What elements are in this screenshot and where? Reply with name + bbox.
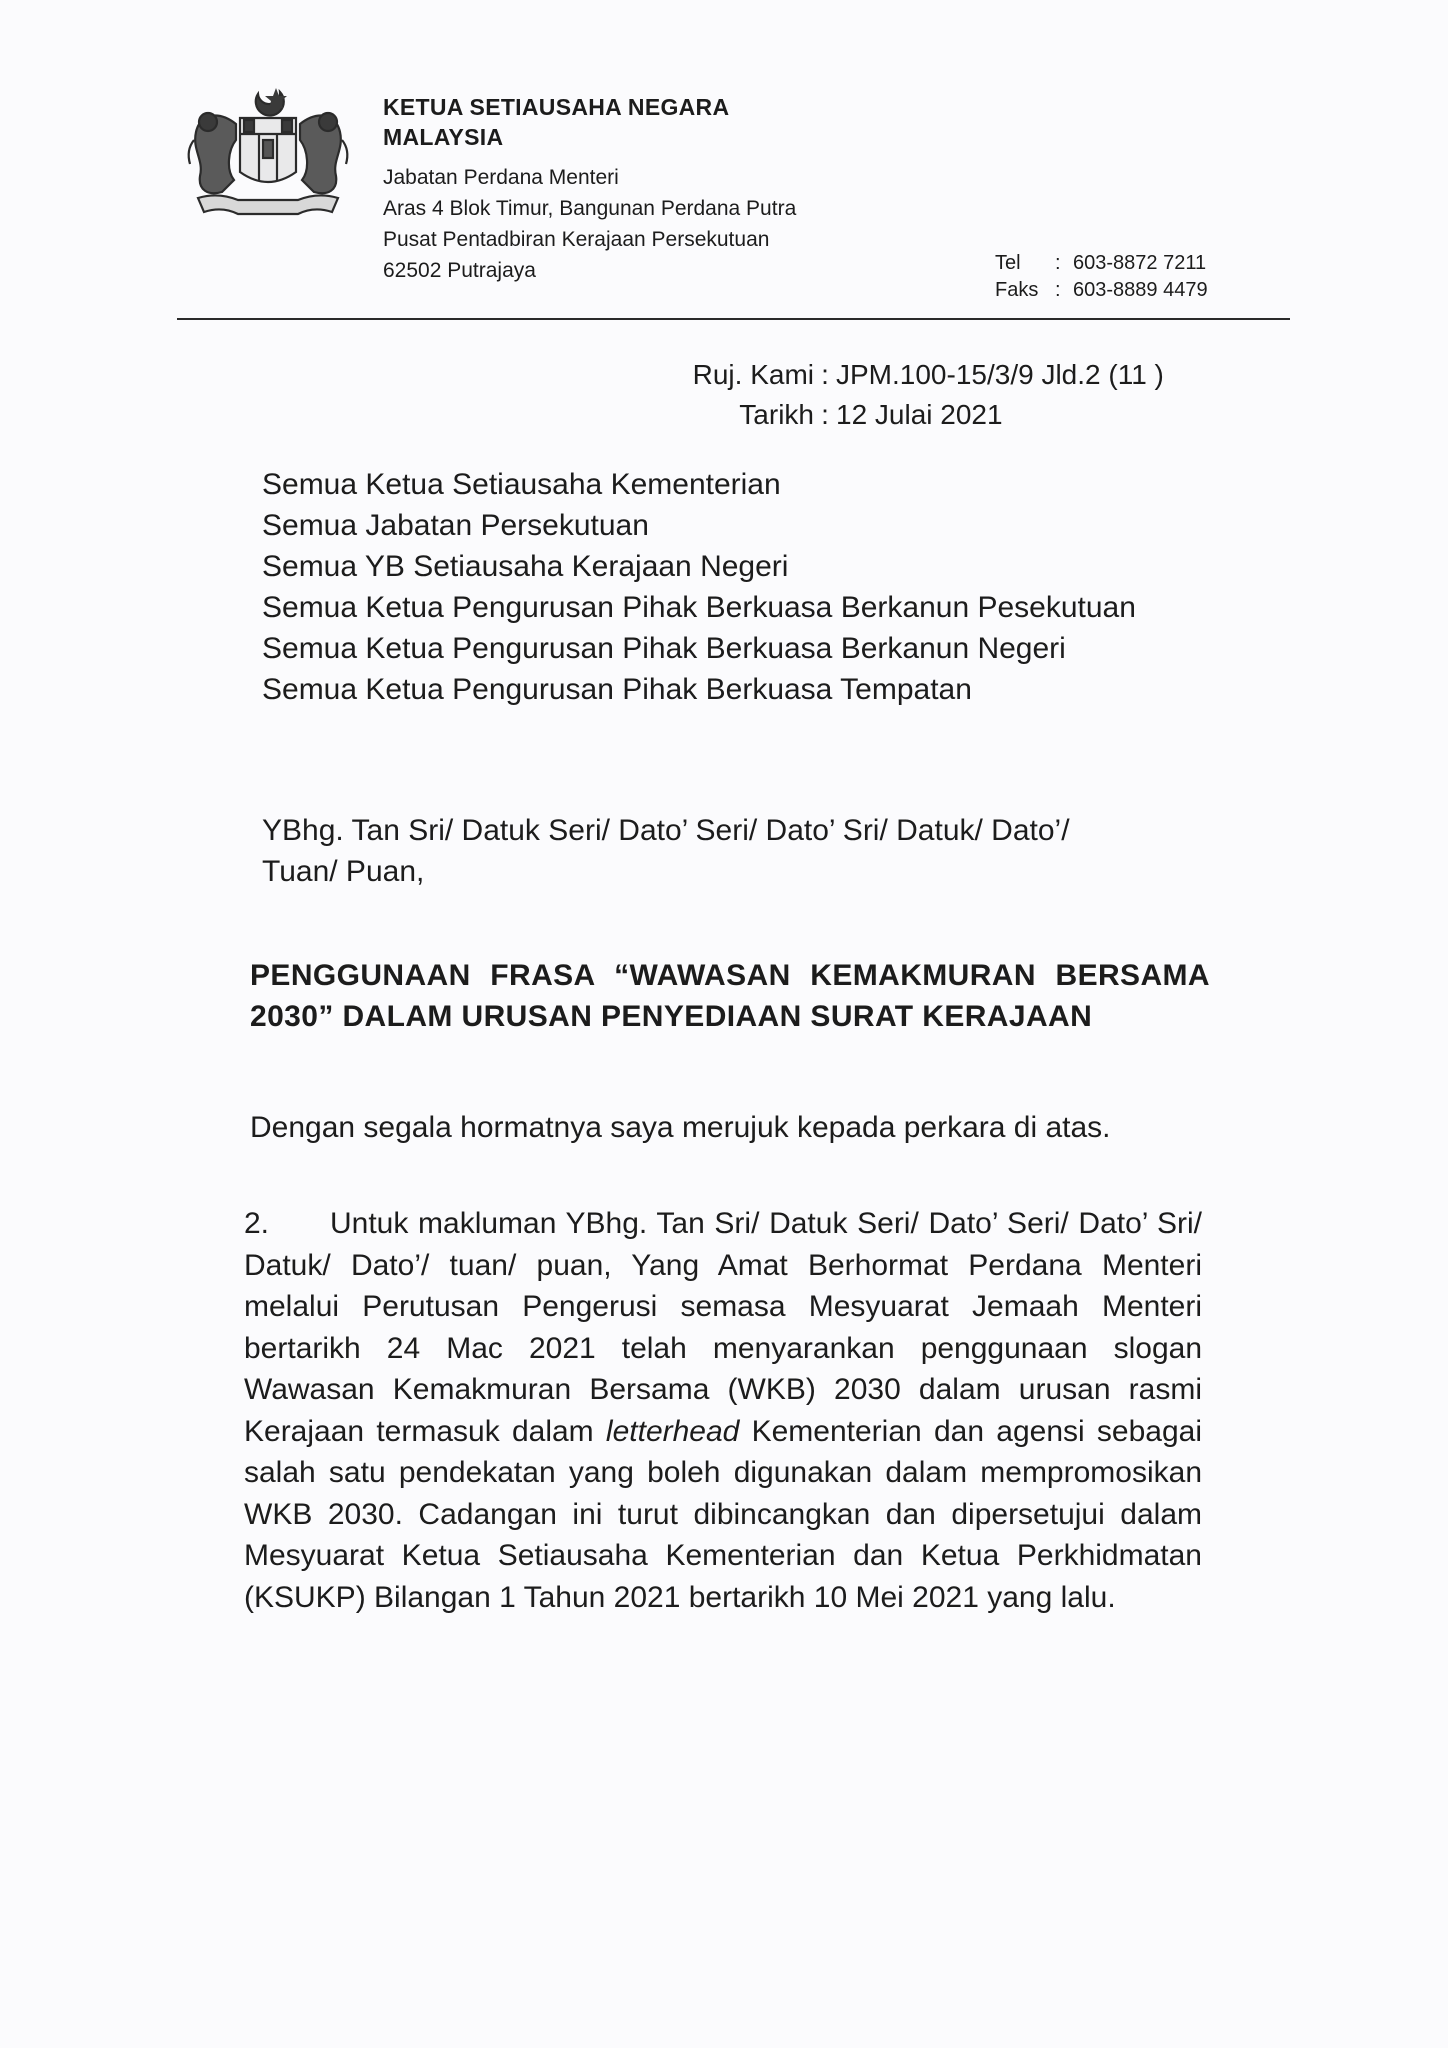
tel-value: 603-8872 7211	[1073, 252, 1207, 274]
org-country: MALAYSIA	[383, 124, 504, 150]
salutation-line: YBhg. Tan Sri/ Datuk Seri/ Dato’ Seri/ Dato’ Sri/ Datuk/ Dato’/	[262, 814, 1070, 847]
date-label: Tarikh	[739, 399, 814, 430]
address-line: 62502 Putrajaya	[383, 259, 536, 282]
ref-label: Ruj. Kami	[692, 359, 814, 390]
paragraph-text: Kementerian dan agensi sebagai salah satu pendekatan yang boleh digunakan dalam mempromosikan WKB 2030. Cadangan ini turut dibincangkan dan dipersetujui dalam Mesyuarat Ketua Setiausaha Kementerian dan Ketua Perkhidmatan (KSUKP) Bilangan 1 Tahun 2021 bertarikh 10 Mei 2021 yang lalu.	[244, 1414, 1203, 1614]
address-line: Pusat Pentadbiran Kerajaan Persekutuan	[383, 228, 770, 251]
paragraph-2	[244, 1203, 1202, 1618]
address-line: Jabatan Perdana Menteri	[383, 166, 619, 189]
letterhead-divider	[177, 318, 1290, 320]
recipient-line: Semua Ketua Pengurusan Pihak Berkuasa Tempatan	[262, 673, 972, 706]
subject-heading: PENGGUNAAN FRASA “WAWASAN KEMAKMURAN BERSAMA 2030” DALAM URUSAN PENYEDIAAN SURAT KERAJAAN	[250, 959, 1210, 1033]
contact-block	[995, 250, 1208, 304]
tel-label: Tel	[995, 252, 1021, 274]
recipient-list	[262, 464, 1136, 710]
paragraph-text: Untuk makluman YBhg. Tan Sri/ Datuk Seri/ Dato’ Seri/ Dato’ Sri/ Datuk/ Dato’/ tuan/ puan, Yang Amat Berhormat Perdana Menteri melalui Perutusan Pengerusi semasa Mesyuarat Jemaah Menteri bertarikh 24 Mac 2021 telah menyarankan penggunaan slogan Wawasan Kemakmuran Bersama (WKB) 2030 dalam urusan rasmi Kerajaan termasuk dalam	[244, 1207, 1202, 1448]
salutation	[262, 810, 1162, 892]
malaysia-coat-of-arms-icon	[178, 80, 358, 230]
reference-block	[668, 355, 1164, 435]
recipient-line: Semua Jabatan Persekutuan	[262, 509, 649, 542]
fax-value: 603-8889 4479	[1073, 279, 1208, 301]
address-line: Aras 4 Blok Timur, Bangunan Perdana Putra	[383, 197, 797, 220]
ref-value: JPM.100-15/3/9 Jld.2 (11 )	[836, 359, 1164, 390]
recipient-line: Semua Ketua Setiausaha Kementerian	[262, 468, 781, 501]
paragraph-number: 2.	[244, 1207, 270, 1240]
paragraph-italic-term: letterhead	[605, 1414, 740, 1448]
org-name: KETUA SETIAUSAHA NEGARA	[383, 94, 730, 120]
opening-paragraph: Dengan segala hormatnya saya merujuk kepada perkara di atas.	[250, 1111, 1111, 1144]
recipient-line: Semua Ketua Pengurusan Pihak Berkuasa Berkanun Negeri	[262, 632, 1066, 665]
date-separator: :	[821, 399, 829, 430]
recipient-line: Semua Ketua Pengurusan Pihak Berkuasa Berkanun Pesekutuan	[262, 591, 1136, 624]
tel-separator: :	[1055, 252, 1061, 274]
date-value: 12 Julai 2021	[836, 399, 1003, 430]
fax-separator: :	[1055, 279, 1061, 301]
fax-label: Faks	[995, 279, 1039, 301]
ref-separator: :	[821, 359, 829, 390]
salutation-line: Tuan/ Puan,	[262, 855, 425, 888]
recipient-line: Semua YB Setiausaha Kerajaan Negeri	[262, 550, 789, 583]
letterhead-organisation	[383, 92, 796, 286]
